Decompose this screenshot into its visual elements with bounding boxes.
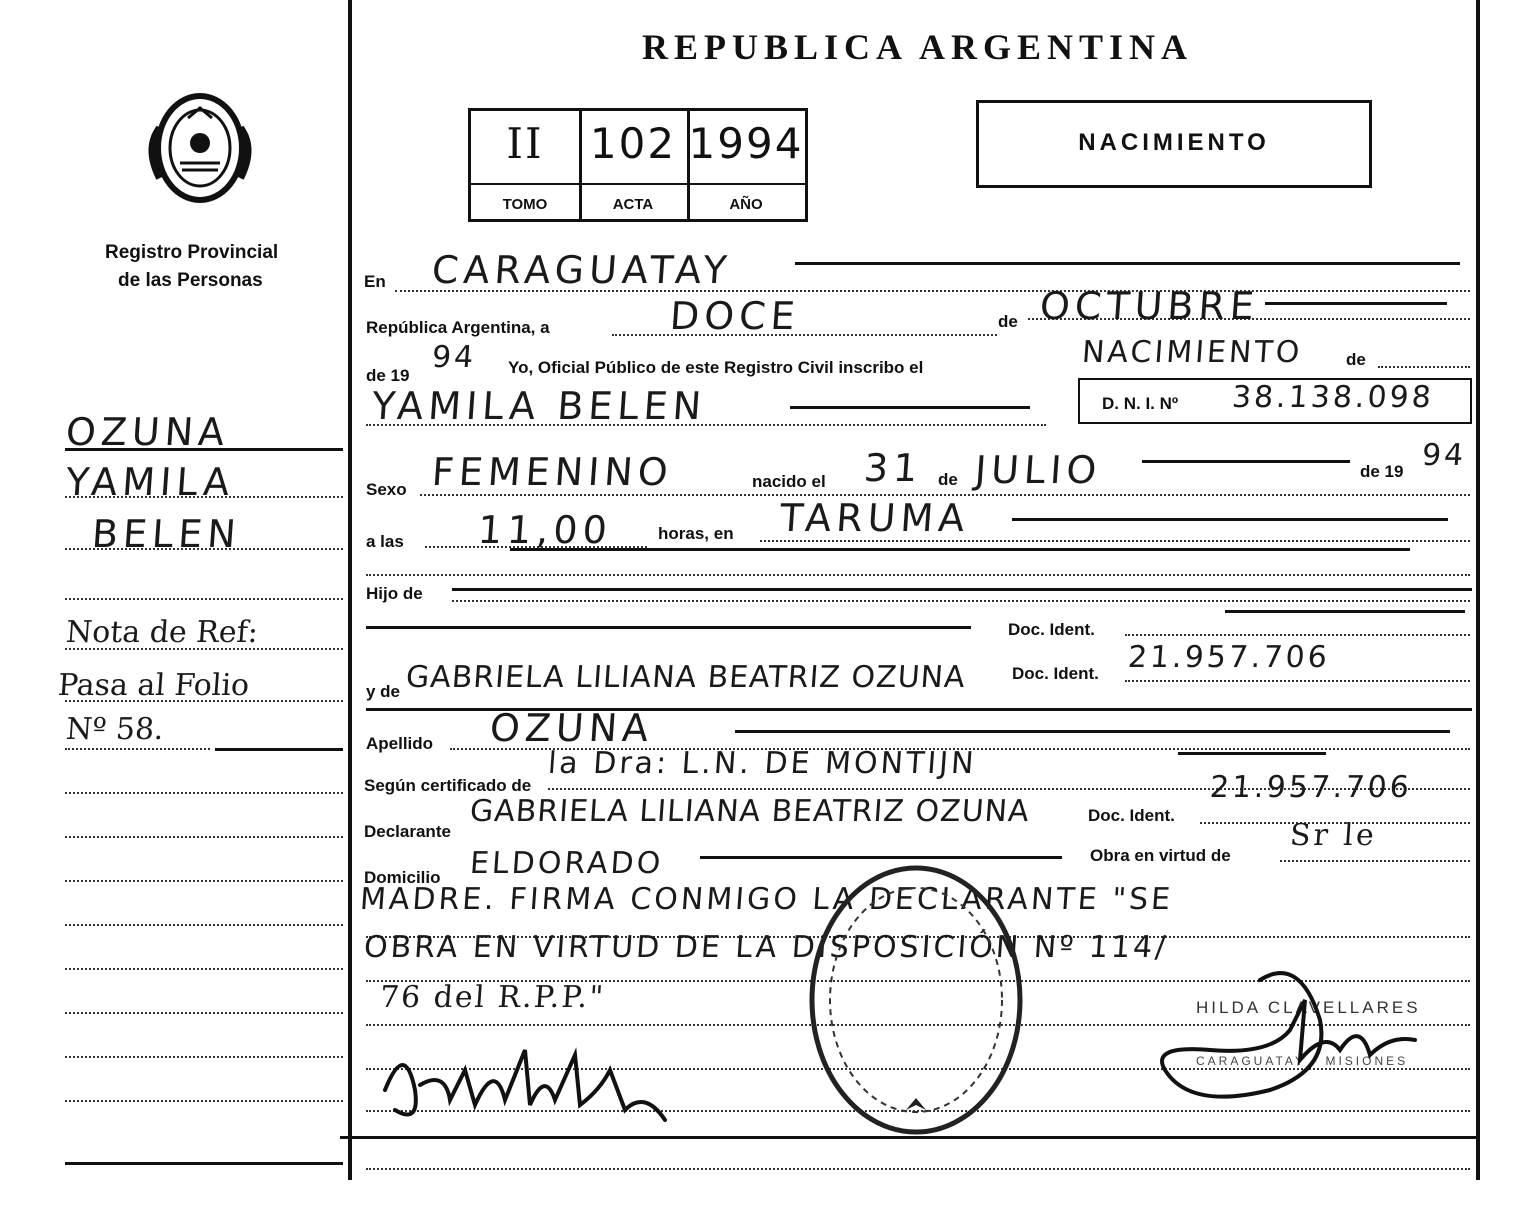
label-de-1: de — [998, 312, 1018, 331]
record-type-label: NACIMIENTO — [1078, 129, 1270, 156]
observation-line-2: OBRA EN VIRTUD DE LA DISPOSICIÓN Nº 114/ — [362, 930, 1170, 965]
label-de-19-b: de 19 — [1360, 462, 1404, 481]
margin-rule — [65, 792, 343, 794]
acta-value: 102 — [589, 119, 677, 168]
form-rule — [510, 548, 1410, 551]
form-rule — [1265, 302, 1447, 305]
value-dia-nac: 31 — [862, 446, 924, 490]
value-certificado: la Dra: L.N. DE MONTIJN — [546, 746, 978, 781]
label-doc-ident-3: Doc. Ident. — [1088, 806, 1175, 825]
margin-rule — [65, 1012, 343, 1014]
value-lugar-nac: TARUMA — [778, 496, 971, 540]
label-domicilio: Domicilio — [364, 868, 441, 887]
label-declarante: Declarante — [364, 822, 451, 841]
margin-rule — [65, 1100, 343, 1102]
form-rule — [366, 574, 1470, 576]
form-rule — [452, 588, 1472, 591]
margin-rule — [65, 748, 210, 750]
form-rule — [1378, 366, 1470, 368]
margin-rule — [65, 1162, 343, 1165]
margin-note-2: Pasa al Folio — [56, 668, 251, 703]
margin-rule — [65, 1056, 343, 1058]
value-acto: NACIMIENTO — [1080, 335, 1304, 370]
value-sexo: FEMENINO — [430, 450, 675, 494]
margin-rule — [65, 598, 343, 600]
value-mes-nac: JULIO — [973, 448, 1103, 492]
value-dni: 38.138.098 — [1230, 380, 1436, 415]
margin-name-1: YAMILA — [64, 460, 236, 504]
value-obra-virtud: Sr le — [1288, 818, 1379, 853]
anio-label: AÑO — [729, 196, 763, 213]
form-rule — [1178, 752, 1326, 755]
label-de-3: de — [938, 470, 958, 489]
label-doc-ident-2: Doc. Ident. — [1012, 664, 1099, 683]
registry-line-1: Registro Provincial — [105, 242, 279, 263]
official-stamp-line-1: HILDA CLAVELLARES — [1196, 998, 1421, 1017]
form-rule — [366, 1168, 1470, 1170]
province-seal — [140, 88, 260, 213]
form-rule — [1012, 518, 1448, 521]
value-domicilio: ELDORADO — [468, 846, 665, 881]
margin-name-2: BELEN — [90, 512, 243, 556]
value-anio-nac: 94 — [1420, 438, 1468, 473]
value-anio-corto: 94 — [430, 340, 478, 375]
label-yo-oficial: Yo, Oficial Público de este Registro Civil inscribo el — [508, 358, 924, 377]
label-sexo: Sexo — [366, 480, 407, 499]
label-a-las: a las — [366, 532, 404, 551]
label-doc-ident-1: Doc. Ident. — [1008, 620, 1095, 639]
value-lugar: CARAGUATAY — [430, 248, 734, 292]
form-rule — [790, 406, 1030, 409]
form-rule — [1225, 610, 1465, 613]
label-dni: D. N. I. Nº — [1102, 394, 1179, 413]
label-en: En — [364, 272, 386, 291]
margin-rule — [65, 880, 343, 882]
country-title: REPUBLICA ARGENTINA — [641, 27, 1194, 67]
tomo-label: TOMO — [502, 196, 548, 213]
value-nombre: YAMILA BELEN — [370, 384, 708, 428]
form-rule — [1125, 680, 1470, 682]
value-doc-madre: 21.957.706 — [1126, 640, 1332, 675]
margin-rule — [65, 836, 343, 838]
label-y-de: y de — [366, 682, 401, 701]
acta-label: ACTA — [612, 196, 654, 213]
margin-note-1: Nota de Ref: — [64, 615, 260, 650]
margin-rule — [65, 924, 343, 926]
tomo-cell — [471, 111, 582, 219]
record-id-box — [468, 108, 808, 222]
anio-cell — [687, 111, 805, 219]
right-border — [1476, 0, 1480, 1180]
margin-rule — [65, 968, 343, 970]
form-rule — [1125, 634, 1470, 636]
form-rule — [795, 262, 1460, 265]
acta-cell — [579, 111, 690, 219]
margin-surname: OZUNA — [64, 410, 231, 454]
official-stamp-line-3: CARAGUATAY - MISIONES — [1196, 1054, 1409, 1068]
form-rule — [700, 856, 1062, 859]
id-box-rule — [471, 183, 805, 185]
value-doc-declarante: 21.957.706 — [1208, 770, 1414, 805]
form-rule — [735, 730, 1450, 733]
form-rule — [1280, 860, 1470, 862]
label-republica: República Argentina, a — [366, 318, 550, 337]
declarant-signature — [375, 1030, 705, 1140]
form-rule — [452, 600, 1470, 602]
left-divider — [348, 0, 352, 1180]
value-madre: GABRIELA LILIANA BEATRIZ OZUNA — [404, 660, 967, 695]
form-rule — [366, 626, 971, 629]
official-signature — [1150, 960, 1440, 1130]
tomo-value: II — [506, 119, 544, 168]
value-apellido: OZUNA — [488, 706, 655, 750]
label-nacido: nacido el — [752, 472, 826, 491]
record-type-box — [976, 100, 1372, 188]
label-apellido: Apellido — [366, 734, 434, 753]
round-stamp — [806, 860, 1026, 1140]
label-segun: Según certificado de — [364, 776, 532, 795]
registry-line-2: de las Personas — [118, 270, 263, 291]
value-hora: 11,00 — [476, 508, 614, 552]
margin-note-3: Nº 58. — [64, 712, 165, 747]
label-de-19: de 19 — [366, 366, 410, 385]
label-de-2: de — [1346, 350, 1366, 369]
value-declarante: GABRIELA LILIANA BEATRIZ OZUNA — [468, 794, 1031, 829]
label-obra: Obra en virtud de — [1090, 846, 1231, 865]
margin-rule — [215, 748, 343, 751]
label-hijo-de: Hijo de — [366, 584, 423, 603]
value-mes: OCTUBRE — [1038, 284, 1261, 328]
label-horas-en: horas, en — [658, 524, 734, 543]
anio-value: 1994 — [688, 119, 804, 168]
observation-line-3: 76 del R.P.P." — [378, 980, 607, 1015]
dni-box — [1078, 378, 1472, 424]
observation-line-1: MADRE. FIRMA CONMIGO LA DECLARANTE "SE — [358, 882, 1175, 917]
form-rule — [1142, 460, 1350, 463]
value-dia: DOCE — [668, 294, 802, 338]
form-rule — [760, 540, 1470, 542]
